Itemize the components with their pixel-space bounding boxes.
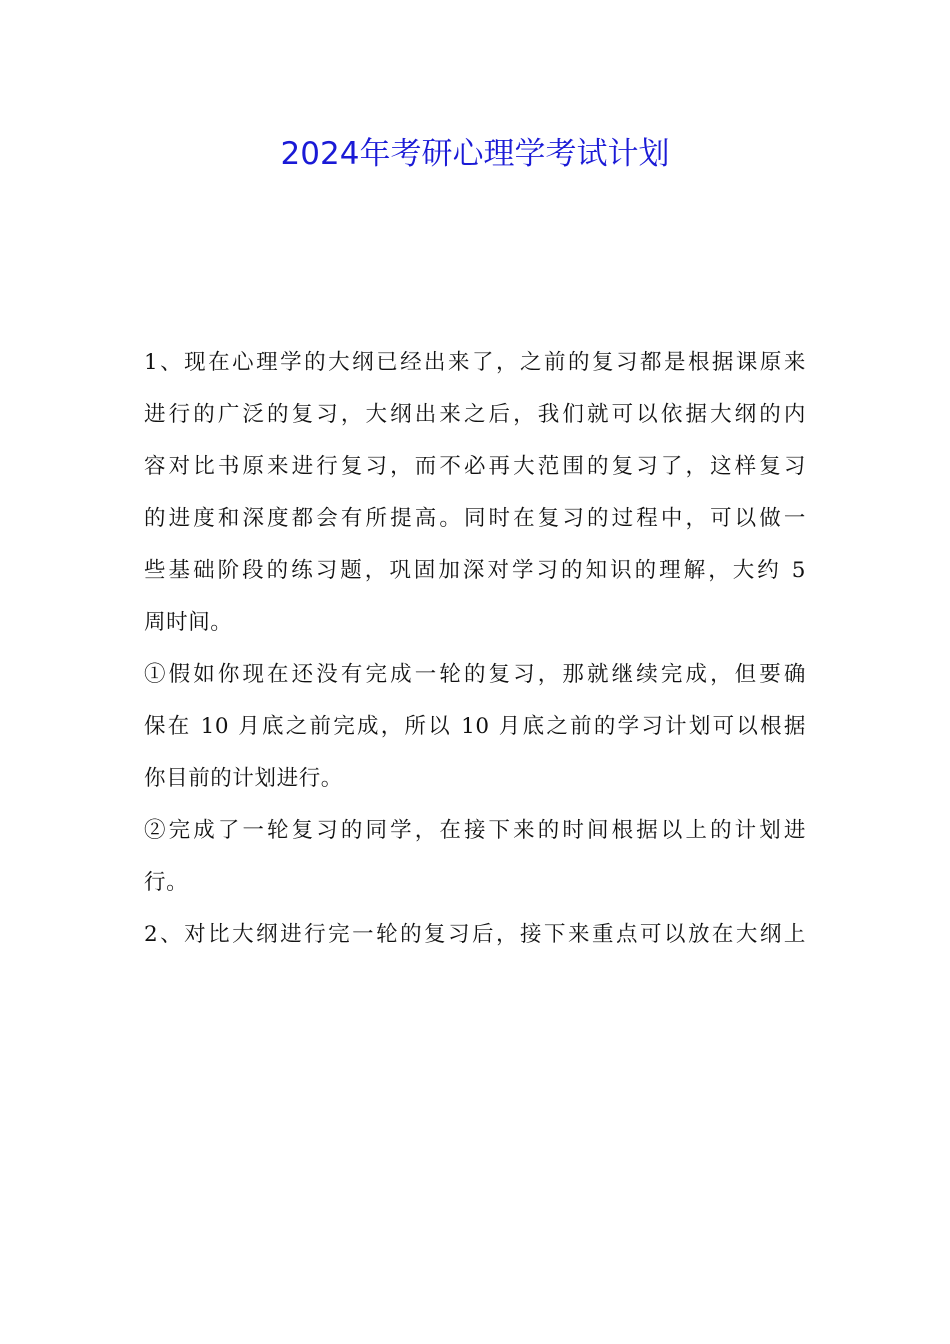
item-1-line-1: ①假如你现在还没有完成一轮的复习，那就继续完成，但要确 (144, 662, 806, 687)
paragraph-1-line-2: 进行的广泛的复习，大纲出来之后，我们就可以依据大纲的内 (144, 402, 806, 427)
document-body (144, 337, 806, 961)
item-1-line-3: 你目前的计划进行。 (144, 766, 343, 791)
item-2-line-1: ②完成了一轮复习的同学，在接下来的时间根据以上的计划进 (144, 818, 806, 843)
paragraph-1-line-1: 1、现在心理学的大纲已经出来了，之前的复习都是根据课原来 (144, 350, 806, 375)
paragraph-1-line-3: 容对比书原来进行复习，而不必再大范围的复习了，这样复习 (144, 454, 806, 479)
paragraph-1-line-5: 些基础阶段的练习题，巩固加深对学习的知识的理解，大约 5 (144, 558, 806, 583)
document-title: 2024年考研心理学考试计划 (280, 136, 670, 172)
paragraph-2-line-1: 2、对比大纲进行完一轮的复习后，接下来重点可以放在大纲上 (144, 922, 806, 947)
item-2-line-2: 行。 (144, 870, 189, 895)
paragraph-1-line-4: 的进度和深度都会有所提高。同时在复习的过程中，可以做一 (144, 506, 806, 531)
item-1-line-2: 保在 10 月底之前完成，所以 10 月底之前的学习计划可以根据 (144, 714, 806, 739)
paragraph-1-line-6: 周时间。 (144, 610, 233, 635)
